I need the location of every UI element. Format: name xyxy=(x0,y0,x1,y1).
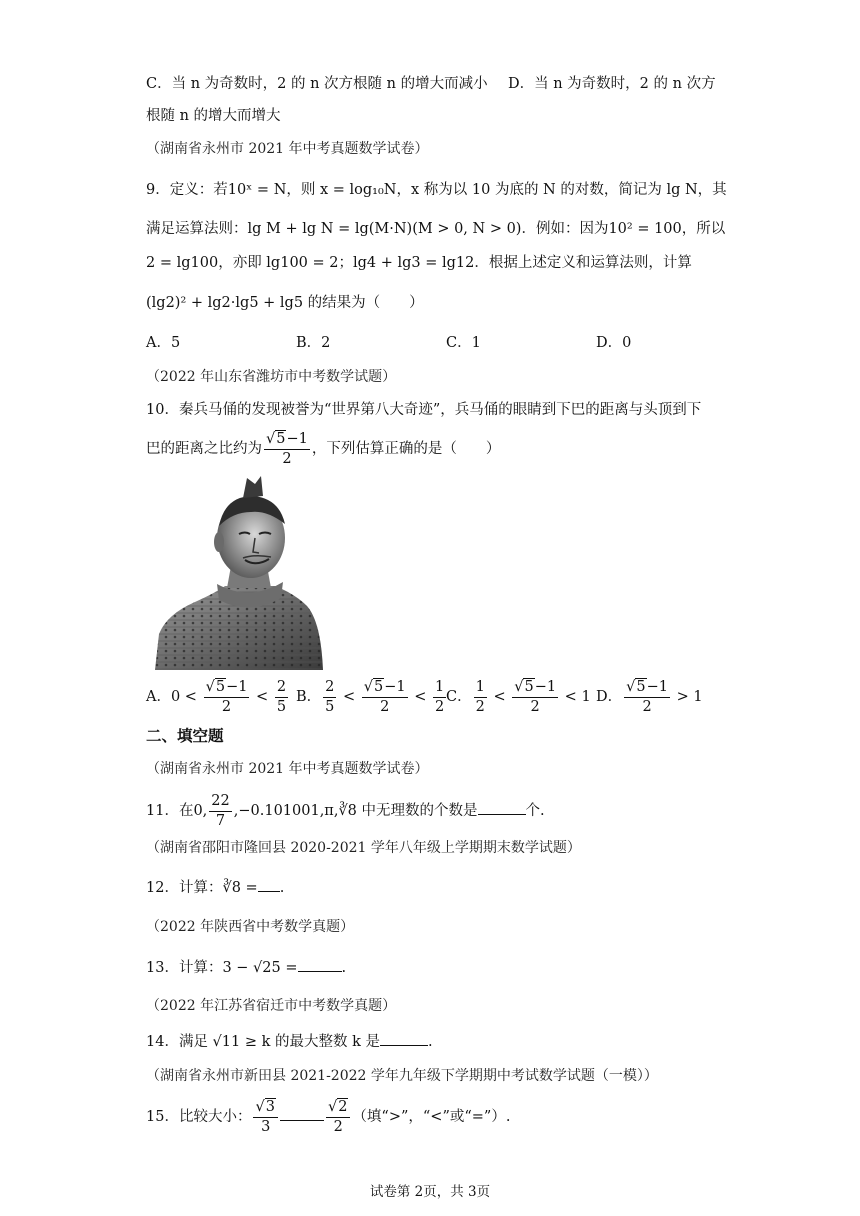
q11-source: （湖南省永州市 2021 年中考真题数学试卷） xyxy=(146,761,429,777)
q10-option-c: C． $\frac{1}{2}$ < $\frac{√5-1}{2}$ < 1 xyxy=(446,679,591,715)
q9-option-c: C．1 xyxy=(446,335,481,351)
q9-option-d: D．0 xyxy=(596,335,632,351)
q15-source: （湖南省永州市新田县 2021-2022 学年九年级下学期期中考试数学试题（一模）） xyxy=(146,1068,658,1084)
fraction-sqrt3-3: $\frac{√3}{3}$ xyxy=(253,1100,277,1134)
q9-option-b: B．2 xyxy=(296,335,331,351)
q10-line2: 巴的距离之比约为 $\frac{√5-1}{2}$ ，下列估算正确的是（ ） xyxy=(146,431,501,467)
q11-text: 11．在0, $\frac{22}{7}$ ,−0.101001,π,∛8 中无理数的个数是 个. xyxy=(146,793,545,829)
fraction-sqrt2-2: $\frac{√2}{2}$ xyxy=(326,1100,350,1134)
q10-option-d: D． $\frac{√5-1}{2}$ > 1 xyxy=(596,679,703,715)
q9-option-a: A．5 xyxy=(146,335,181,351)
answer-blank[interactable] xyxy=(258,877,280,892)
q13-text: 13．计算：3 − √25 = . xyxy=(146,957,346,978)
q13-source: （2022 年陕西省中考数学真题） xyxy=(146,919,355,935)
answer-blank[interactable] xyxy=(478,800,526,815)
q9-source: （湖南省永州市 2021 年中考真题数学试卷） xyxy=(146,141,429,157)
answer-blank[interactable] xyxy=(298,957,342,972)
answer-blank[interactable] xyxy=(280,1106,324,1121)
q14-text: 14．满足 √11 ≥ k 的最大整数 k 是 . xyxy=(146,1031,433,1052)
page-footer: 试卷第 2页，共 3页 xyxy=(369,1184,491,1200)
q10-line1: 10．秦兵马俑的发现被誉为“世界第八大奇迹”，兵马俑的眼睛到下巴的距离与头顶到下 xyxy=(146,402,702,418)
terracotta-warrior-image xyxy=(155,474,325,670)
q10-option-a: A．0 < $\frac{√5-1}{2}$ < $\frac{2}{5}$ xyxy=(146,679,287,715)
q9-line4: (lg2)² + lg2·lg5 + lg5 的结果为（ ） xyxy=(146,295,424,311)
q8-option-d-part2: 根随 n 的增大而增大 xyxy=(146,108,281,124)
q12-source: （湖南省邵阳市隆回县 2020-2021 学年八年级上学期期末数学试题） xyxy=(146,840,581,856)
ratio-fraction: $\frac{√5-1}{2}$ xyxy=(266,431,308,467)
q9-line1: 9．定义：若10ˣ = N，则 x = log₁₀N，x 称为以 10 为底的 N 的对数，简记为 lg N，其 xyxy=(146,182,727,198)
answer-blank[interactable] xyxy=(380,1031,428,1046)
q15-text: 15．比较大小： $\frac{√3}{3}$ $\frac{√2}{2}$ （填“>”，“<”或“=”）. xyxy=(146,1099,511,1135)
fraction-22-7: $\frac{22}{7}$ xyxy=(211,793,230,829)
q10-option-b: B． $\frac{2}{5}$ < $\frac{√5-1}{2}$ < $\frac{1}{2}$ xyxy=(296,679,445,715)
q14-source: （2022 年江苏省宿迁市中考数学真题） xyxy=(146,998,397,1014)
q8-option-d-part1: D．当 n 为奇数时，2 的 n 次方 xyxy=(508,76,716,92)
q10-source: （2022 年山东省潍坊市中考数学试题） xyxy=(146,369,397,385)
q9-line2: 满足运算法则：lg M + lg N = lg(M·N)(M > 0, N > 0)．例如：因为10² = 100，所以 xyxy=(146,221,726,237)
q12-text: 12．计算：∛8 = . xyxy=(146,877,284,898)
q8-option-c: C．当 n 为奇数时，2 的 n 次方根随 n 的增大而减小 xyxy=(146,76,488,92)
section-title: 二、填空题 xyxy=(146,727,224,745)
q9-line3: 2 = lg100，亦即 lg100 = 2；lg4 + lg3 = lg12．根据上述定义和运算法则，计算 xyxy=(146,255,692,271)
